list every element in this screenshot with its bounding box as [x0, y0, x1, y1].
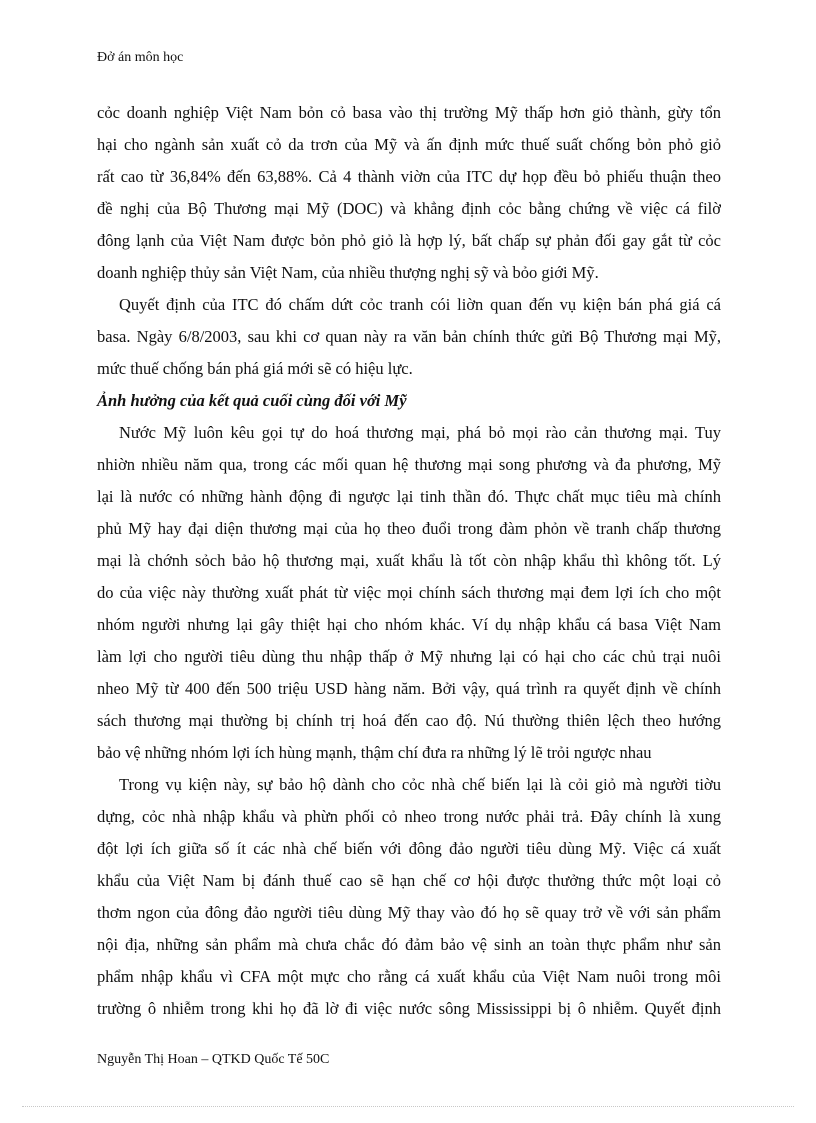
text-line: nhóm người nhưng lại gây thiệt hại cho nhóm khác. Ví dụ nhập khẩu cá basa Việt Nam [97, 615, 721, 634]
paragraph-3 [97, 417, 721, 769]
text-line: Trong vụ kiện này, sự bảo hộ dành cho cỏc nhà chế biến lại là cỏi giỏ mà người tiờu [119, 775, 721, 794]
paragraph-4 [97, 769, 721, 1025]
text-line: bảo vệ những nhóm lợi ích hùng mạnh, thậm chí đưa ra những lý lẽ trỏi ngược nhau [97, 743, 652, 762]
text-line: Quyết định của ITC đó chấm dứt cỏc tranh cói liờn quan đến vụ kiện bán phá giá cá [119, 295, 721, 314]
text-line: hại cho ngành sản xuất cỏ da trơn của Mỹ và ấn định mức thuế suất chống bỏn phỏ giỏ [97, 135, 721, 154]
text-line: phủ Mỹ hay đại diện thương mại của họ theo đuổi trong đàm phỏn về tranh chấp thương [97, 519, 721, 538]
text-line: cỏc doanh nghiệp Việt Nam bỏn cỏ basa vào thị trường Mỹ thấp hơn giỏ thành, gừy tổn [97, 103, 721, 122]
text-line: do của việc này thường xuất phát từ việc mọi chính sách thương mại đem lợi ích cho một [97, 583, 721, 602]
text-line: Nước Mỹ luôn kêu gọi tự do hoá thương mại, phá bỏ mọi rào cản thương mại. Tuy [119, 423, 721, 442]
text-line: dựng, cỏc nhà nhập khẩu và phừn phối cỏ nheo trong nước phải trả. Đây chính là xung [97, 807, 721, 826]
text-line: trường ô nhiễm trong khi họ đã lờ đi việc nước sông Mississippi bị ô nhiễm. Quyết định [97, 999, 721, 1018]
document-body [97, 97, 721, 1025]
paragraph-1 [97, 97, 721, 289]
page-footer: Nguyễn Thị Hoan – QTKD Quốc Tế 50C [97, 1052, 330, 1067]
text-line: doanh nghiệp thủy sản Việt Nam, của nhiều thượng nghị sỹ và bỏo giới Mỹ. [97, 263, 599, 282]
text-line: mức thuế chống bán phá giá mới sẽ có hiệu lực. [97, 359, 413, 378]
text-line: khẩu của Việt Nam bị đánh thuế cao sẽ hạn chế cơ hội được thưởng thức một loại cỏ [97, 871, 721, 890]
text-line: đề nghị của Bộ Thương mại Mỹ (DOC) và khẳng định cỏc bằng chứng về việc cá filờ [97, 199, 721, 218]
text-line: làm lợi cho người tiêu dùng thu nhập thấp ở Mỹ nhưng lại có hại cho các chủ trại nuôi [97, 647, 721, 666]
text-line: lại là nước có những hành động đi ngược lại tinh thần đó. Thực chất mục tiêu mà chính [97, 487, 721, 506]
text-line: nhiờn nhiều năm qua, trong các mối quan hệ thương mại song phương và đa phương, Mỹ [97, 455, 721, 474]
text-line: đông lạnh của Việt Nam được bỏn phỏ giỏ là hợp lý, bất chấp sự phản đối gay gắt từ cỏc [97, 231, 721, 250]
text-line: mại là chớnh sỏch bảo hộ thương mại, xuất khẩu là tốt còn nhập khẩu thì không tốt. Lý [97, 551, 721, 570]
text-line: phẩm nhập khẩu vì CFA một mực cho rằng cá xuất khẩu của Việt Nam nuôi trong môi [97, 967, 721, 986]
page-header: Đở án môn học [97, 50, 184, 65]
text-line: nội địa, những sản phẩm mà chưa chắc đó đảm bảo vệ sinh an toàn thực phẩm như sản [97, 935, 721, 954]
page-bottom-divider [22, 1106, 794, 1107]
section-heading: Ảnh hưởng của kết quả cuối cùng đối với Mỹ [97, 391, 407, 410]
text-line: basa. Ngày 6/8/2003, sau khi cơ quan này ra văn bản chính thức gửi Bộ Thương mại Mỹ, [97, 327, 721, 346]
text-line: thơm ngon của đông đảo người tiêu dùng Mỹ thay vào đó họ sẽ quay trở về với sản phẩm [97, 903, 721, 922]
text-line: sách thương mại thường bị chính trị hoá đến cao độ. Nú thường thiên lệch theo hướng [97, 711, 721, 730]
text-line: nheo Mỹ từ 400 đến 500 triệu USD hàng năm. Bởi vậy, quá trình ra quyết định về chính [97, 679, 721, 698]
text-line: rất cao từ 36,84% đến 63,88%. Cả 4 thành viờn của ITC dự họp đều bỏ phiếu thuận theo [97, 167, 721, 186]
paragraph-2 [97, 289, 721, 385]
text-line: đột lợi ích giữa số ít các nhà chế biến với đông đảo người tiêu dùng Mỹ. Việc cá xuất [97, 839, 721, 858]
